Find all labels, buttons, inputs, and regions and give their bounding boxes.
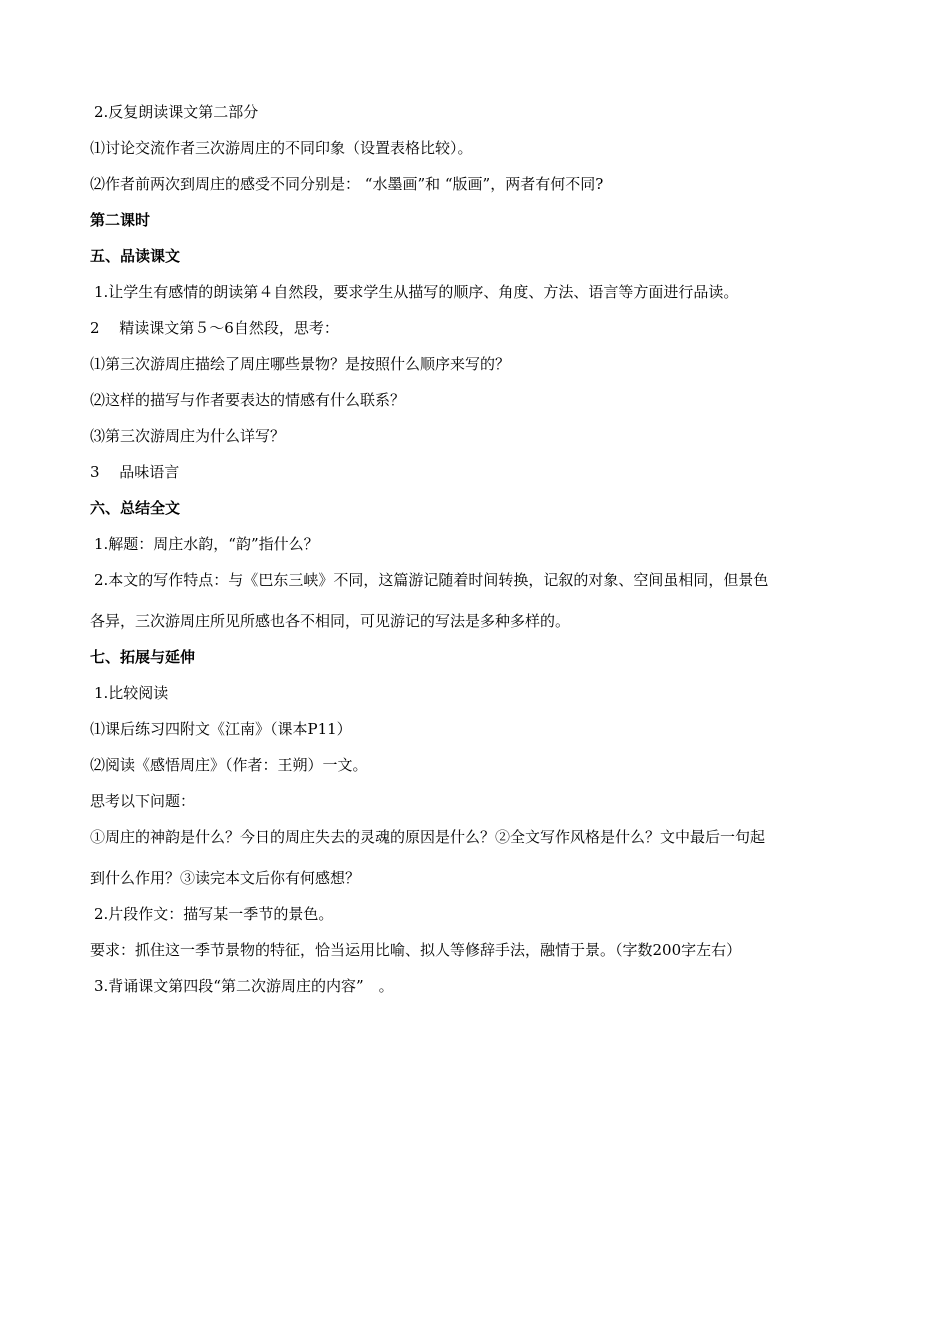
- think-questions-cont: 到什么作用？③读完本文后你有何感想？: [90, 869, 361, 887]
- item-2-writing-features: 2.本文的写作特点：与《巴东三峡》不同，这篇游记随着时间转换，记叙的对象、空间虽相同，但景色: [94, 571, 769, 589]
- item-1-compare-reading: 1.比较阅读: [94, 684, 169, 702]
- sub-item-1-discuss: ⑴讨论交流作者三次游周庄的不同印象（设置表格比较）。: [90, 139, 473, 157]
- question-2: ⑵这样的描写与作者要表达的情感有什么联系？: [90, 391, 406, 409]
- item-3-recite: 3.背诵课文第四段“第二次游周庄的内容” 。: [94, 977, 394, 995]
- item-3-language: 3 品味语言: [90, 463, 180, 481]
- section-heading-6: 六、总结全文: [90, 499, 181, 517]
- item-2-composition: 2.片段作文：描写某一季节的景色。: [94, 905, 334, 923]
- question-3: ⑶第三次游周庄为什么详写？: [90, 427, 286, 445]
- item-1-read-aloud: 1.让学生有感情的朗读第４自然段，要求学生从描写的顺序、角度、方法、语言等方面进行品读。: [94, 283, 739, 301]
- sub-item-2-feelings: ⑵作者前两次到周庄的感受不同分别是： “水墨画”和 “版画”，两者有何不同?: [90, 175, 604, 193]
- section-heading-7: 七、拓展与延伸: [90, 648, 196, 666]
- section-heading-5: 五、品读课文: [90, 247, 181, 265]
- composition-requirements: 要求：抓住这一季节景物的特征，恰当运用比喻、拟人等修辞手法，融情于景。（字数200字左右）: [90, 941, 742, 959]
- item-2-reread: 2.反复朗读课文第二部分: [94, 103, 259, 121]
- item-1-title-explain: 1.解题：周庄水韵，“韵”指什么？: [94, 535, 319, 553]
- lesson-heading-2: 第二课时: [90, 211, 151, 229]
- item-2-writing-features-cont: 各异，三次游周庄所见所感也各不相同，可见游记的写法是多种多样的。: [90, 612, 571, 630]
- think-prompt: 思考以下问题：: [90, 792, 196, 810]
- think-questions: ①周庄的神韵是什么？今日的周庄失去的灵魂的原因是什么？②全文写作风格是什么？文中最后一句起: [90, 828, 766, 846]
- compare-item-1: ⑴课后练习四附文《江南》（课本P11）: [90, 720, 352, 738]
- item-2-close-read: 2 精读课文第５～6自然段，思考：: [90, 319, 339, 337]
- compare-item-2: ⑵阅读《感悟周庄》（作者：王朔）一文。: [90, 756, 368, 774]
- question-1: ⑴第三次游周庄描绘了周庄哪些景物？是按照什么顺序来写的？: [90, 355, 511, 373]
